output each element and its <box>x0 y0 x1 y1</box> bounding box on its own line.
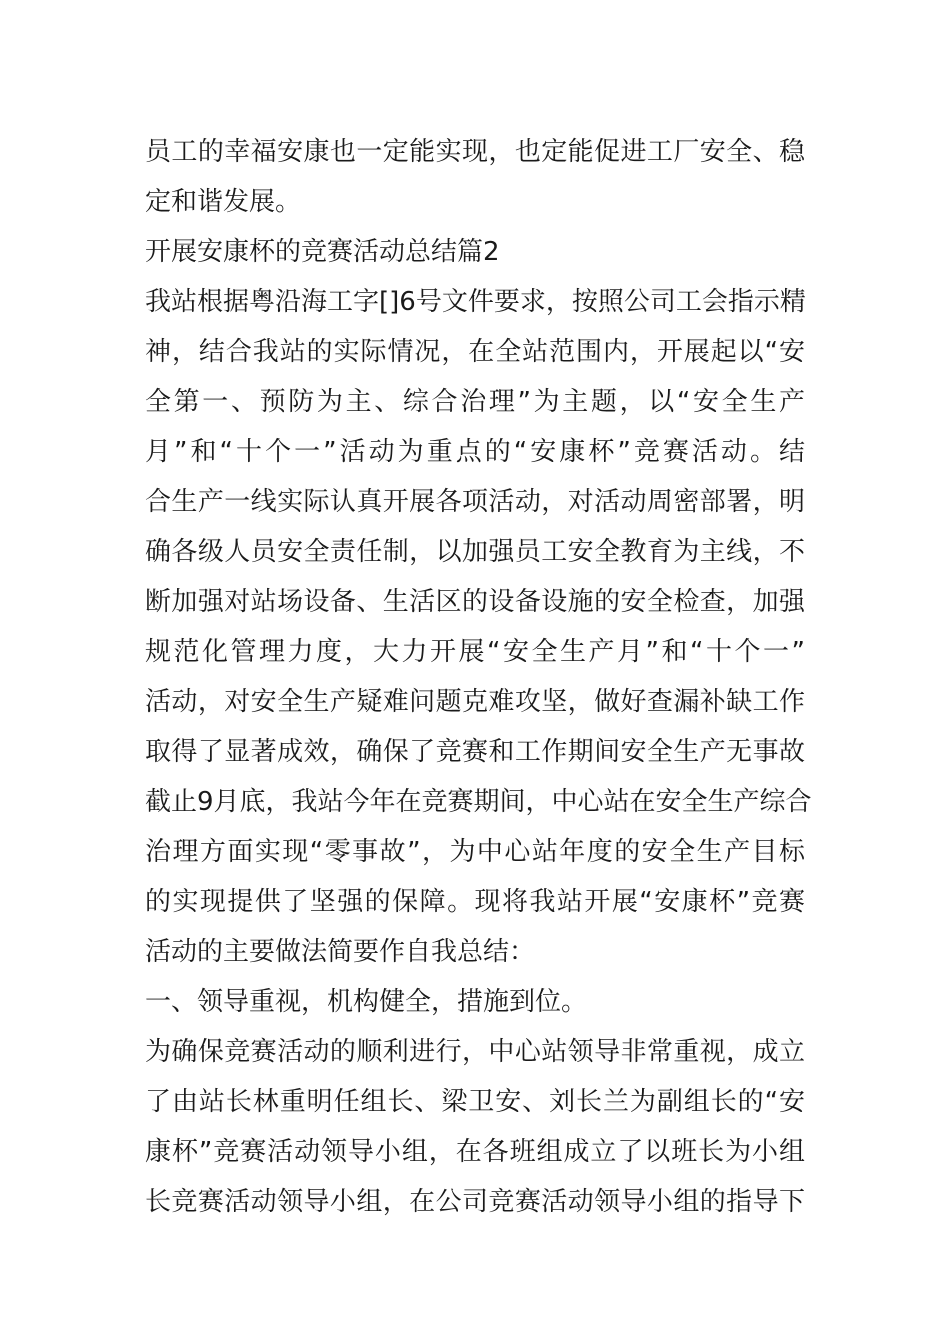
text-line: 取得了显著成效，确保了竞赛和工作期间安全生产无事故 <box>145 737 805 767</box>
text-line: 了由站长林重明任组长、梁卫安、刘长兰为副组长的“安 <box>145 1087 805 1117</box>
text-line: 活动，对安全生产疑难问题克难攻坚，做好查漏补缺工作 <box>145 687 805 717</box>
text-line: 活动的主要做法简要作自我总结： <box>145 937 536 967</box>
text-line: 治理方面实现“零事故”，为中心站年度的安全生产目标 <box>145 837 805 867</box>
section-heading: 开展安康杯的竞赛活动总结篇2 <box>145 237 500 267</box>
text-line: 长竞赛活动领导小组，在公司竞赛活动领导小组的指导下 <box>145 1187 805 1217</box>
text-line: 我站根据粤沿海工字[]6号文件要求，按照公司工会指示精 <box>145 287 806 317</box>
document-body <box>145 127 812 1227</box>
text-line: 定和谐发展。 <box>145 187 302 217</box>
text-line: 康杯”竞赛活动领导小组，在各班组成立了以班长为小组 <box>145 1137 805 1167</box>
text-line: 员工的幸福安康也一定能实现，也定能促进工厂安全、稳 <box>145 137 805 167</box>
text-line: 合生产一线实际认真开展各项活动，对活动周密部署，明 <box>145 487 805 517</box>
text-line: 断加强对站场设备、生活区的设备设施的安全检查，加强 <box>145 587 805 617</box>
text-line: 神，结合我站的实际情况，在全站范围内，开展起以“安 <box>145 337 805 367</box>
text-line: 全第一、预防为主、综合治理”为主题，以“安全生产 <box>145 387 805 417</box>
text-line: 截止9月底，我站今年在竞赛期间，中心站在安全生产综合 <box>145 787 812 817</box>
subsection-heading: 一、领导重视，机构健全，措施到位。 <box>145 987 588 1017</box>
text-line: 为确保竞赛活动的顺利进行，中心站领导非常重视，成立 <box>145 1037 805 1067</box>
text-line: 确各级人员安全责任制，以加强员工安全教育为主线，不 <box>145 537 805 567</box>
text-line: 规范化管理力度，大力开展“安全生产月”和“十个一” <box>145 637 805 667</box>
text-line: 月”和“十个一”活动为重点的“安康杯”竞赛活动。结 <box>145 437 805 467</box>
text-line: 的实现提供了坚强的保障。现将我站开展“安康杯”竞赛 <box>145 887 805 917</box>
